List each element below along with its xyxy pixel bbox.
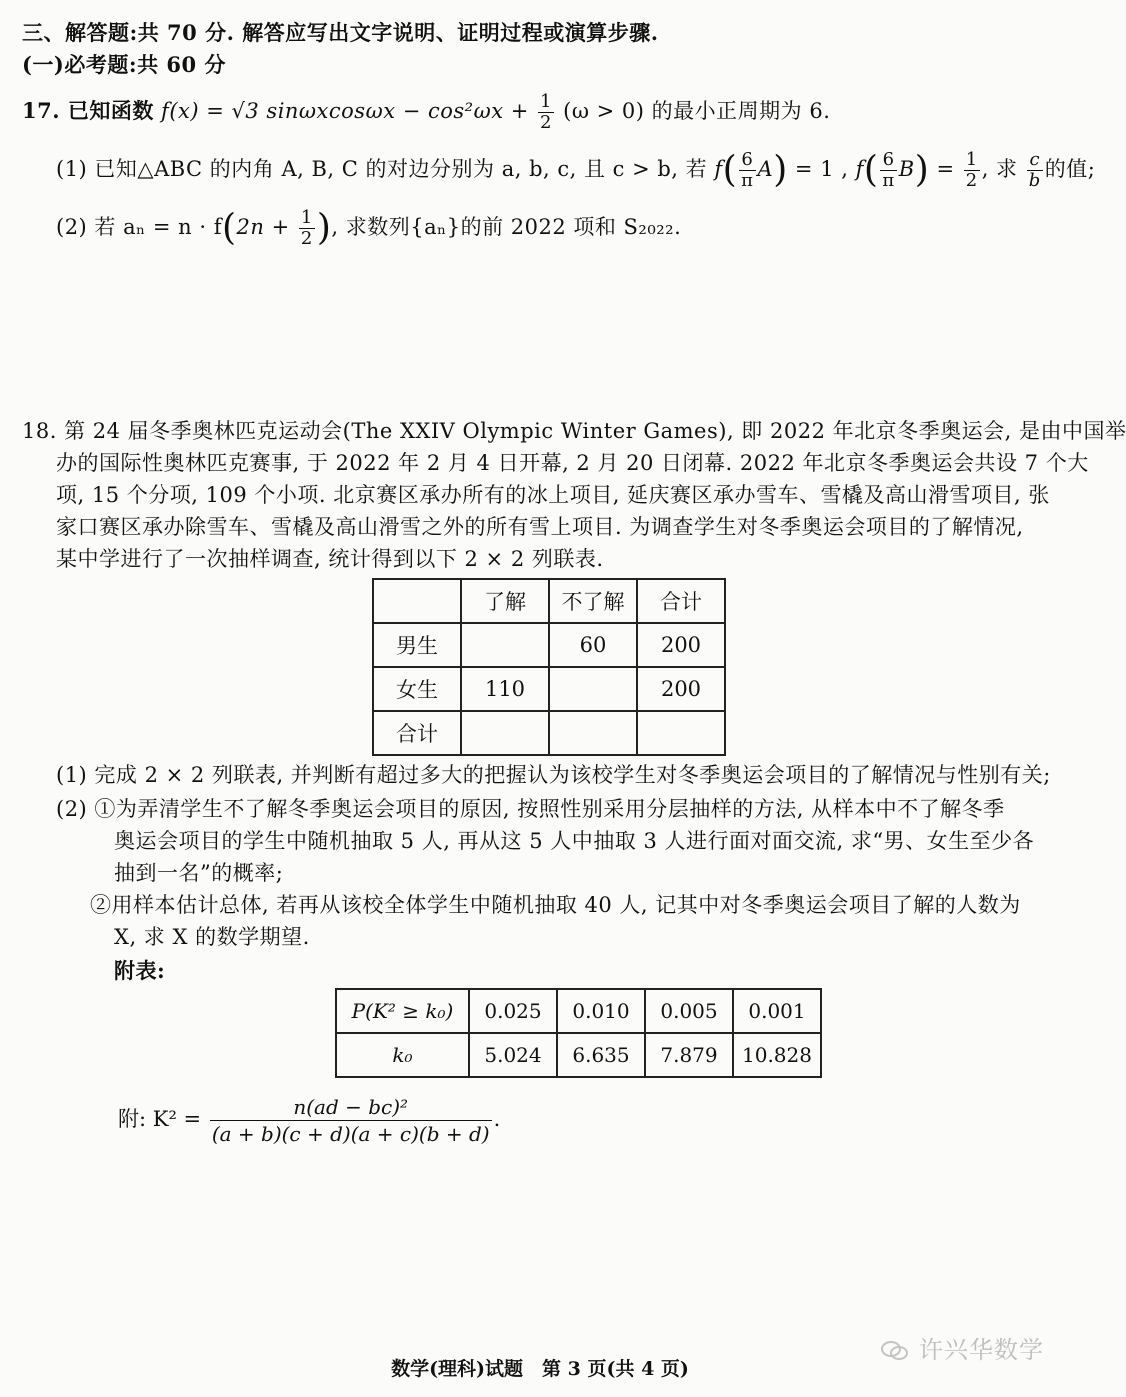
table-cell (549, 667, 637, 711)
table-cell: 200 (637, 667, 725, 711)
q18-part2-line4: ②用样本估计总体, 若再从该校全体学生中随机抽取 40 人, 记其中对冬季奥运会项目了解的人数为 (90, 893, 1021, 917)
table-header: 不了解 (549, 579, 637, 623)
section-header: 三、解答题:共 70 分. 解答应写出文字说明、证明过程或演算步骤. (22, 20, 659, 45)
q17-part1: (1) 已知△ABC 的内角 A, B, C 的对边分别为 a, b, c, 且 c > b, 若 f( $\frac{6}{\pi}$ A) = 1 , f( $\frac{6}{\pi}$ B) = $\frac{1}{2}$ , 求 $\frac{c}{b}$ 的值; (56, 149, 1096, 191)
table-cell: 200 (637, 623, 725, 667)
critical-value-table (335, 988, 822, 1078)
q17-part1-text: (1) 已知△ABC 的内角 A, B, C 的对边分别为 a, b, c, 且 c > b, 若 (56, 157, 708, 181)
table-cell: 7.879 (645, 1033, 733, 1077)
table-cell (373, 579, 461, 623)
q17-part1-cb: $\frac{c}{b}$ (1028, 149, 1041, 191)
table-cell: 0.005 (645, 989, 733, 1033)
table-row-label: 合计 (373, 711, 461, 755)
table-row-label: k₀ (336, 1033, 469, 1077)
q17-number: 17. 已知函数 (22, 98, 154, 123)
q18-part2-line1: (2) ①为弄清学生不了解冬季奥运会项目的原因, 按照性别采用分层抽样的方法, 从样本中不了解冬季 (56, 797, 1005, 821)
table-row (336, 1033, 821, 1077)
table-cell (637, 711, 725, 755)
appendix-label: 附表: (114, 958, 166, 983)
table-row (373, 623, 725, 667)
table-cell (461, 623, 549, 667)
q18-line1: 18. 第 24 届冬季奥林匹克运动会(The XXIV Olympic Winter Games), 即 2022 年北京冬季奥运会, 是由中国举 (22, 419, 1126, 443)
table-cell: 0.001 (733, 989, 821, 1033)
q18-line4: 家口赛区承办除雪车、雪橇及高山滑雪之外的所有雪上项目. 为调查学生对冬季奥运会项目的了解情况, (56, 515, 1024, 539)
formula-fraction: $\frac{\text{n(ad − bc)²}}{(a + b)(c + d)(a + c)(b + d)}$ (211, 1095, 490, 1146)
table-cell: 6.635 (557, 1033, 645, 1077)
table-header: 合计 (637, 579, 725, 623)
table-cell: 0.025 (469, 989, 557, 1033)
page-footer: 数学(理科)试题 第 3 页(共 4 页) (391, 1358, 689, 1380)
table-cell: 10.828 (733, 1033, 821, 1077)
q18-part2-line3: 抽到一名”的概率; (114, 861, 284, 885)
q17-part2: (2) 若 aₙ = n · f(2n + $\frac{1}{2}$ ), 求数列{aₙ}的前 2022 项和 S₂₀₂₂. (56, 207, 682, 249)
q17-fraction-half: $\frac{1}{2}$ (540, 91, 552, 133)
table-cell: 0.010 (557, 989, 645, 1033)
table-header-row (373, 579, 725, 623)
table-cell: 5.024 (469, 1033, 557, 1077)
q18-part1: (1) 完成 2 × 2 列联表, 并判断有超过多大的把握认为该校学生对冬季奥运会项目的了解情况与性别有关; (56, 763, 1051, 787)
q18-line2: 办的国际性奥林匹克赛事, 于 2022 年 2 月 4 日开幕, 2 月 20 日闭幕. 2022 年北京冬季奥运会共设 7 个大 (56, 451, 1089, 475)
formula-prefix: 附: K² = (118, 1107, 202, 1131)
q18-part2-line2: 奥运会项目的学生中随机抽取 5 人, 再从这 5 人中抽取 3 人进行面对面交流, 求“男、女生至少各 (114, 829, 1035, 853)
q17-part2-half: $\frac{1}{2}$ (300, 207, 313, 249)
table-row-label: P(K² ≥ k₀) (336, 989, 469, 1033)
table-header: 了解 (461, 579, 549, 623)
subsection-header: (一)必考题:共 60 分 (22, 52, 226, 77)
table-cell: 60 (549, 623, 637, 667)
table-row (336, 989, 821, 1033)
contingency-table (372, 578, 726, 756)
q17-part1-half: $\frac{1}{2}$ (965, 149, 978, 191)
table-cell (461, 711, 549, 755)
table-cell (549, 711, 637, 755)
watermark-text: 许兴华数学 (919, 1336, 1044, 1364)
q18-part2-line5: X, 求 X 的数学期望. (114, 925, 310, 949)
table-row-label: 男生 (373, 623, 461, 667)
table-row-label: 女生 (373, 667, 461, 711)
k-squared-formula: 附: K² = $\frac{\text{n(ad − bc)²}}{(a + b)(c + d)(a + c)(b + d)}$ . (118, 1095, 501, 1146)
table-row (373, 711, 725, 755)
q17-part1-fracB: $\frac{6}{\pi}$ (882, 149, 895, 191)
table-row (373, 667, 725, 711)
q17-part2-text: (2) 若 aₙ = n · f (56, 215, 222, 239)
q17-part1-fracA: $\frac{6}{\pi}$ (741, 149, 754, 191)
table-cell: 110 (461, 667, 549, 711)
q17-stem (22, 92, 830, 133)
q17-condition: (ω > 0) 的最小正周期为 6. (563, 99, 831, 123)
q18-line5: 某中学进行了一次抽样调查, 统计得到以下 2 × 2 列联表. (56, 547, 604, 571)
q17-function: f(x) = √3 sinωxcosωx − cos²ωx + (161, 99, 529, 123)
q18-line3: 项, 15 个分项, 109 个小项. 北京赛区承办所有的冰上项目, 延庆赛区承办雪车、雪橇及高山滑雪项目, 张 (56, 483, 1050, 507)
